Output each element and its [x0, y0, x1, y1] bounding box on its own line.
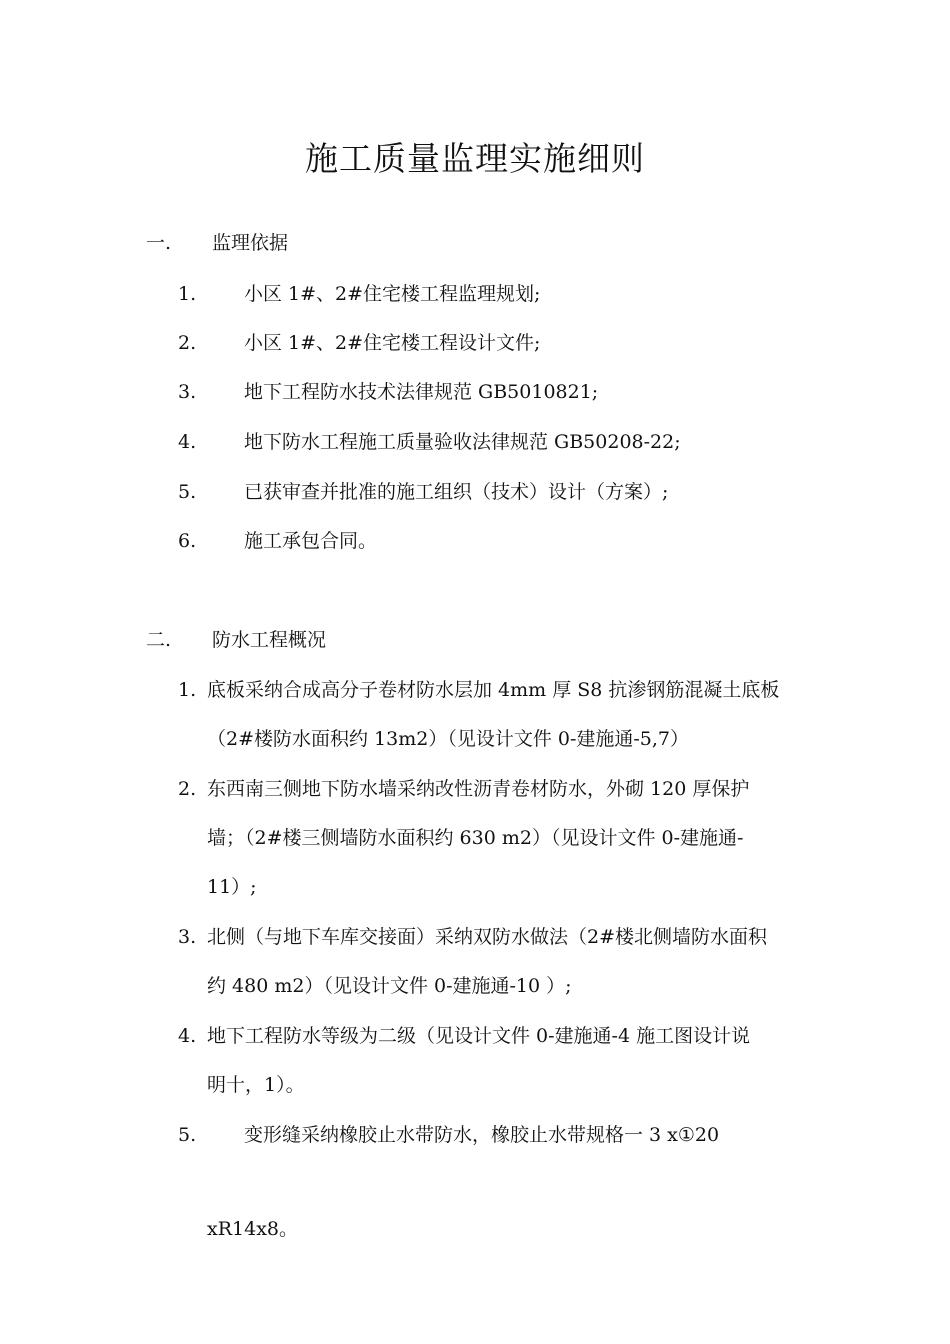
- basis-item-number: 6.: [178, 530, 197, 552]
- overview-item-text: （2#楼防水面积约 13m2）（见设计文件 0-建施通-5,7）: [207, 728, 690, 750]
- basis-item-number: 4.: [178, 431, 197, 453]
- overview-item-number: 1.: [178, 679, 197, 701]
- basis-item-number: 3.: [178, 381, 197, 403]
- basis-item-text: 地下防水工程施工质量验收法律规范 GB50208-22;: [244, 431, 681, 453]
- section-1-marker: 一.: [146, 232, 172, 254]
- overview-item-text: 北侧（与地下车库交接面）采纳双防水做法（2#楼北侧墙防水面积: [207, 926, 768, 948]
- document-title: 施工质量监理实施细则: [305, 139, 645, 178]
- section-2-marker: 二.: [146, 629, 172, 651]
- basis-item-text: 小区 1#、2#住宅楼工程监理规划;: [244, 283, 541, 305]
- overview-item-text: xR14x8。: [207, 1218, 299, 1240]
- overview-item-text: 地下工程防水等级为二级（见设计文件 0-建施通-4 施工图设计说: [207, 1025, 751, 1047]
- overview-item-number: 3.: [178, 926, 197, 948]
- basis-item-number: 2.: [178, 332, 197, 354]
- basis-item-text: 施工承包合同。: [244, 530, 378, 552]
- overview-item-text: 11）;: [207, 876, 257, 898]
- basis-item-number: 1.: [178, 283, 197, 305]
- basis-item-text: 小区 1#、2#住宅楼工程设计文件;: [244, 332, 541, 354]
- overview-item-text: 明十，1）。: [207, 1074, 305, 1096]
- section-1-heading: 监理依据: [212, 232, 289, 254]
- overview-item-number: 5.: [178, 1124, 197, 1146]
- basis-item-text: 地下工程防水技术法律规范 GB5010821;: [244, 381, 599, 403]
- overview-item-text: 底板采纳合成高分子卷材防水层加 4mm 厚 S8 抗渗钢筋混凝土底板: [207, 679, 780, 701]
- overview-item-text: 约 480 m2）（见设计文件 0-建施通-10 ）;: [207, 975, 572, 997]
- basis-item-text: 已获审查并批准的施工组织（技术）设计（方案）;: [244, 481, 669, 503]
- overview-item-number: 2.: [178, 778, 197, 800]
- section-2-heading: 防水工程概况: [212, 629, 327, 651]
- overview-item-text: 东西南三侧地下防水墙采纳改性沥青卷材防水，外砌 120 厚保护: [207, 778, 750, 800]
- overview-item-text: 变形缝采纳橡胶止水带防水，橡胶止水带规格一 3 x①20: [244, 1124, 720, 1146]
- overview-item-number: 4.: [178, 1025, 197, 1047]
- basis-item-number: 5.: [178, 481, 197, 503]
- overview-item-text: 墙；（2#楼三侧墙防水面积约 630 m2）（见设计文件 0-建施通-: [207, 827, 744, 849]
